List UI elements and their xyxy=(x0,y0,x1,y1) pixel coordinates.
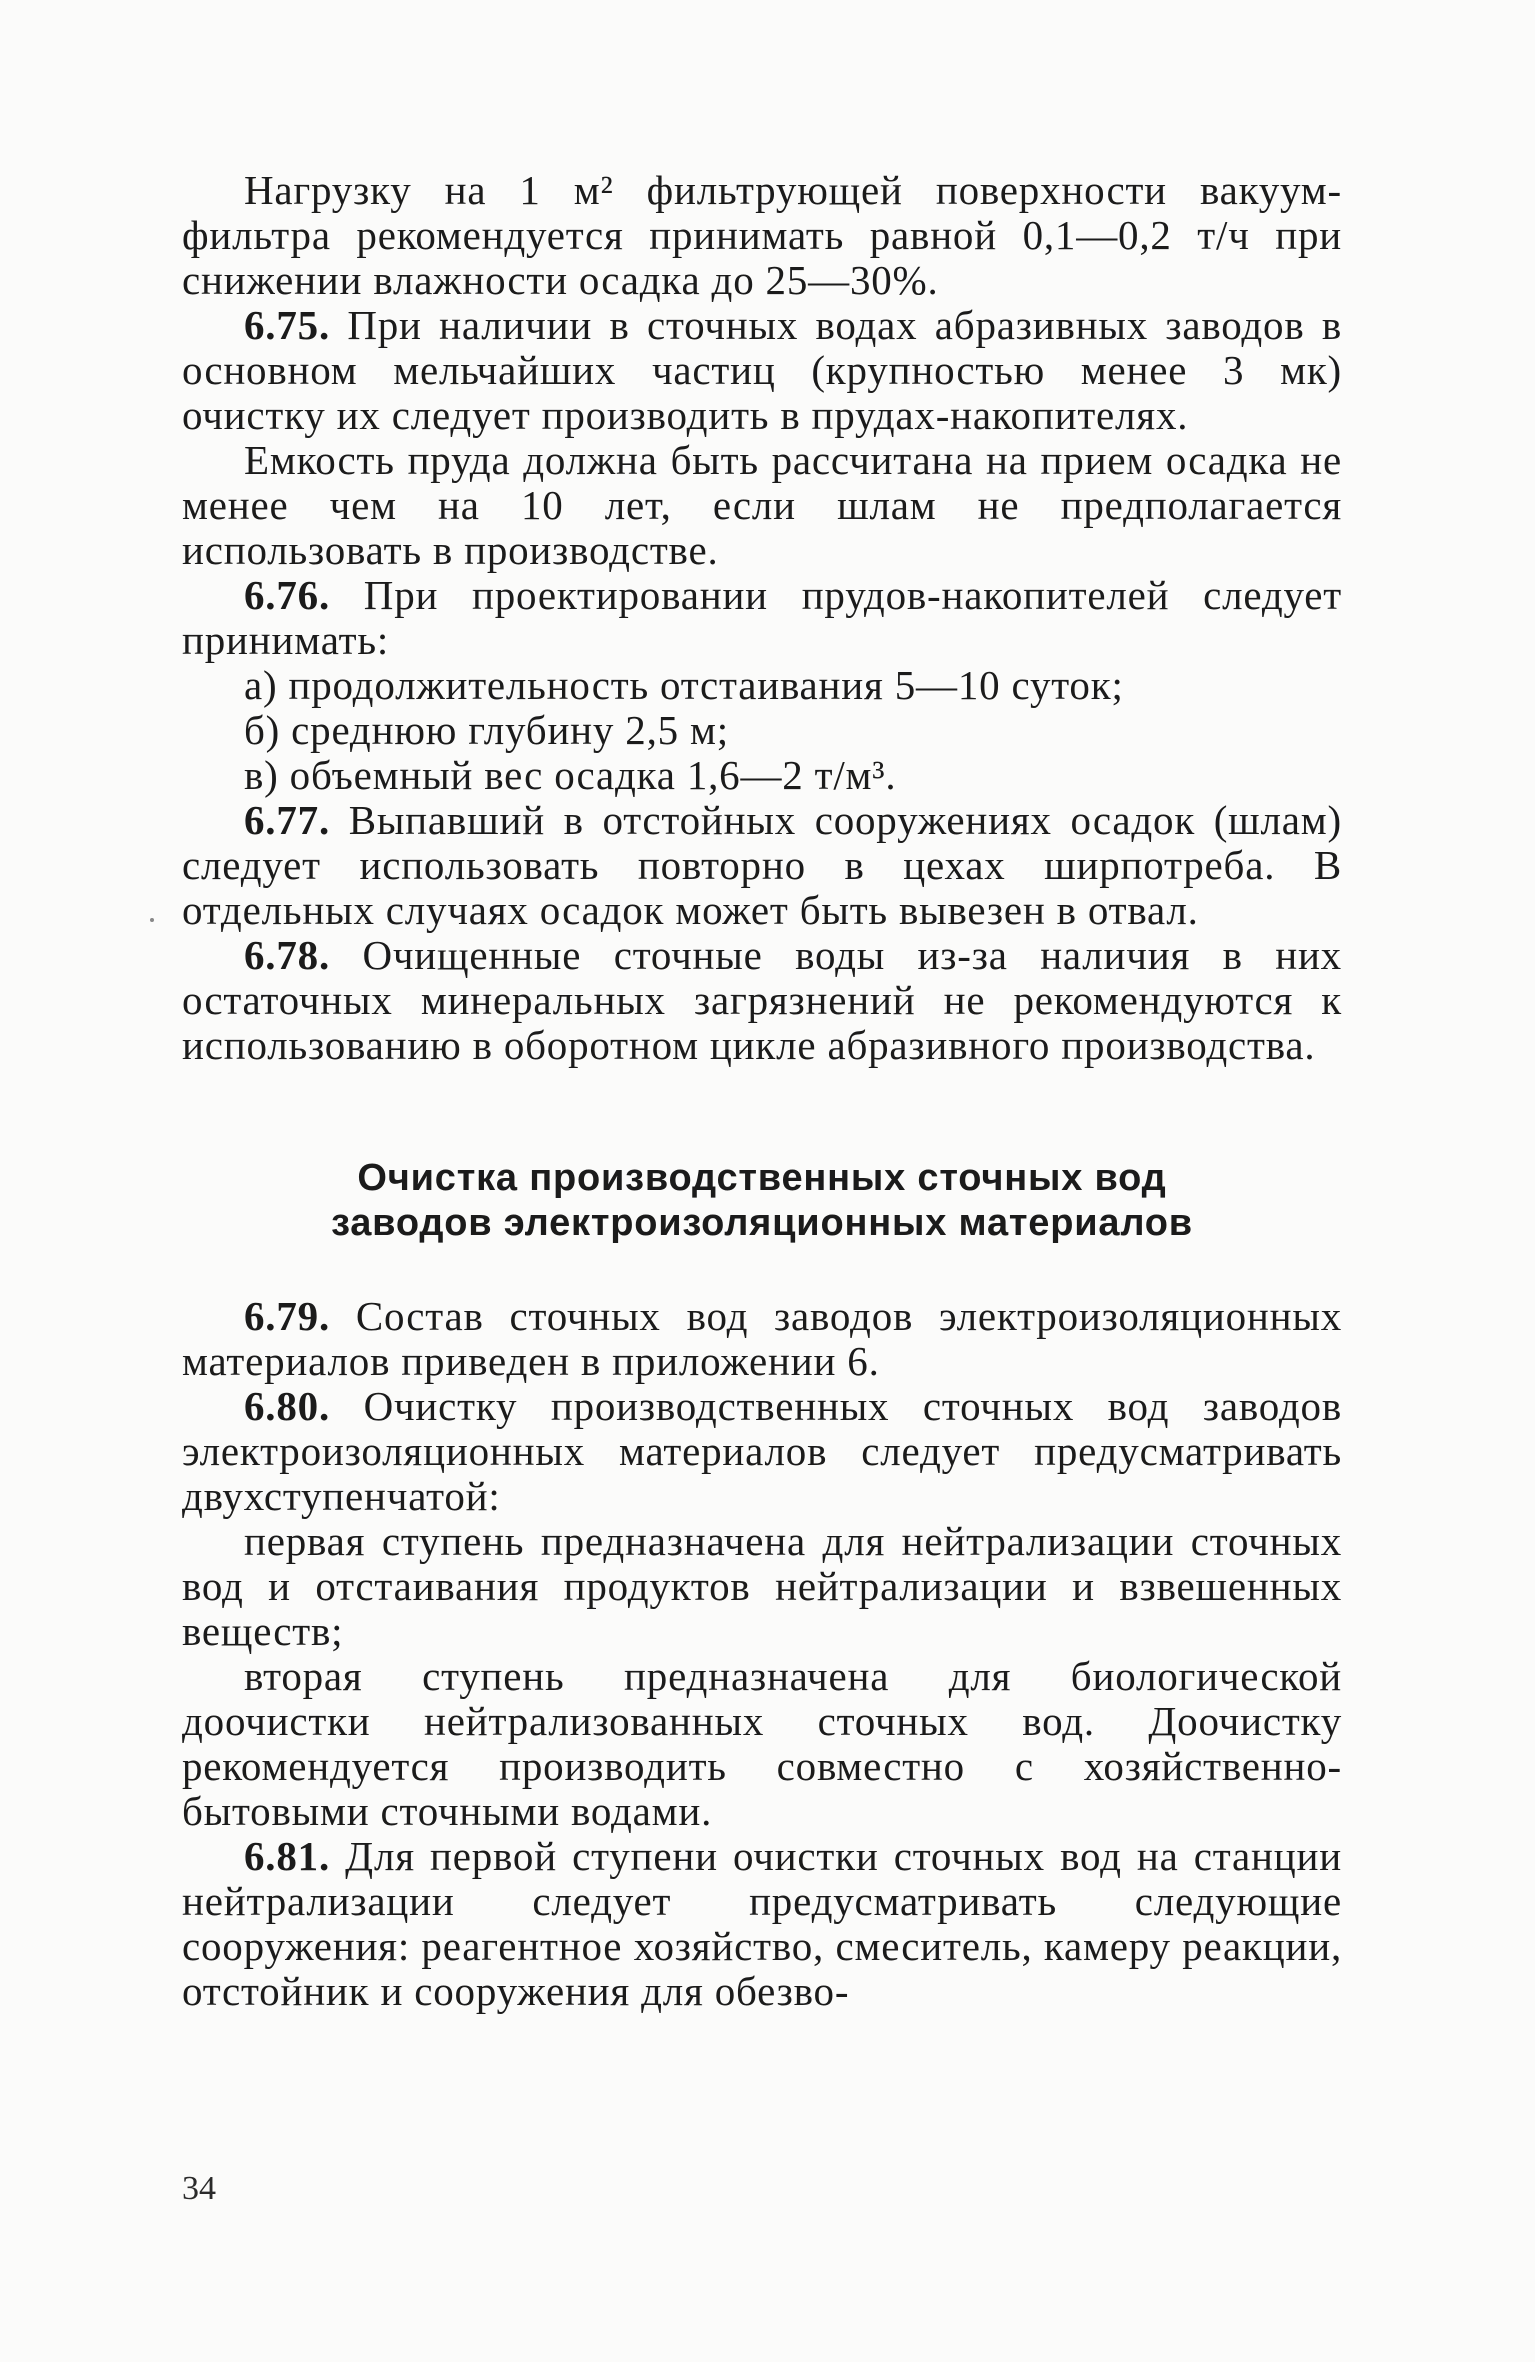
list-item-text: в) объемный вес осадка 1,6—2 т/м³. xyxy=(244,752,897,798)
text-column xyxy=(182,168,1342,2014)
paragraph xyxy=(182,438,1342,573)
list-item xyxy=(182,753,1342,798)
clause-number: 6.78. xyxy=(244,932,330,978)
paragraph xyxy=(182,168,1342,303)
clause-number: 6.80. xyxy=(244,1383,330,1429)
paragraph-text: первая ступень предназначена для нейтрализации сточных вод и отстаивания продуктов нейтрализации и взвешенных веществ; xyxy=(182,1518,1342,1654)
section-heading xyxy=(182,1156,1342,1246)
paragraph xyxy=(182,573,1342,663)
paragraph-text: Для первой ступени очистки сточных вод на станции нейтрализации следует предусматривать следующие сооружения: реагентное хозяйство, смеситель, камеру реакции, отстойник и сооружения для обезво- xyxy=(182,1833,1342,2014)
paragraph-text: Выпавший в отстойных сооружениях осадок (шлам) следует использовать повторно в цехах ширпотреба. В отдельных случаях осадок может быть вывезен в отвал. xyxy=(182,797,1342,933)
list-item xyxy=(182,708,1342,753)
clause-number: 6.79. xyxy=(244,1293,330,1339)
paragraph-text: Емкость пруда должна быть рассчитана на прием осадка не менее чем на 10 лет, если шлам не предполагается использовать в производстве. xyxy=(182,437,1342,573)
paragraph xyxy=(182,1519,1342,1654)
paragraph-text: При проектировании прудов-накопителей следует принимать: xyxy=(182,572,1342,663)
list-item xyxy=(182,663,1342,708)
page-number: 34 xyxy=(182,2170,216,2207)
list-item-text: б) среднюю глубину 2,5 м; xyxy=(244,707,729,753)
scan-speck xyxy=(150,918,154,922)
paragraph xyxy=(182,1294,1342,1384)
paragraph-text: Нагрузку на 1 м² фильтрующей поверхности вакуум-фильтра рекомендуется принимать равной 0,1—0,2 т/ч при снижении влажности осадка до 25—30%. xyxy=(182,167,1342,303)
section-heading-line-1: Очистка производственных сточных вод xyxy=(357,1157,1167,1199)
section-heading-line-2: заводов электроизоляционных материалов xyxy=(331,1202,1193,1244)
paragraph-text: Очищенные сточные воды из-за наличия в них остаточных минеральных загрязнений не рекомендуются к использованию в оборотном цикле абразивного производства. xyxy=(182,932,1342,1068)
paragraph xyxy=(182,933,1342,1068)
list-item-text: а) продолжительность отстаивания 5—10 суток; xyxy=(244,662,1124,708)
paragraph xyxy=(182,1654,1342,1834)
clause-number: 6.76. xyxy=(244,572,330,618)
paragraph xyxy=(182,303,1342,438)
paragraph xyxy=(182,798,1342,933)
paragraph-text: вторая ступень предназначена для биологической доочистки нейтрализованных сточных вод. Доочистку рекомендуется производить совместно с хозяйственно-бытовыми сточными водами. xyxy=(182,1653,1342,1834)
clause-number: 6.81. xyxy=(244,1833,330,1879)
clause-number: 6.77. xyxy=(244,797,330,843)
clause-number: 6.75. xyxy=(244,302,330,348)
paragraph-text: При наличии в сточных водах абразивных заводов в основном мельчайших частиц (крупностью менее 3 мк) очистку их следует производить в прудах-накопителях. xyxy=(182,302,1342,438)
paragraph xyxy=(182,1834,1342,2014)
paragraph-text: Очистку производственных сточных вод заводов электроизоляционных материалов следует предусматривать двухступенчатой: xyxy=(182,1383,1342,1519)
paragraph xyxy=(182,1384,1342,1519)
paragraph-text: Состав сточных вод заводов электроизоляционных материалов приведен в приложении 6. xyxy=(182,1293,1342,1384)
